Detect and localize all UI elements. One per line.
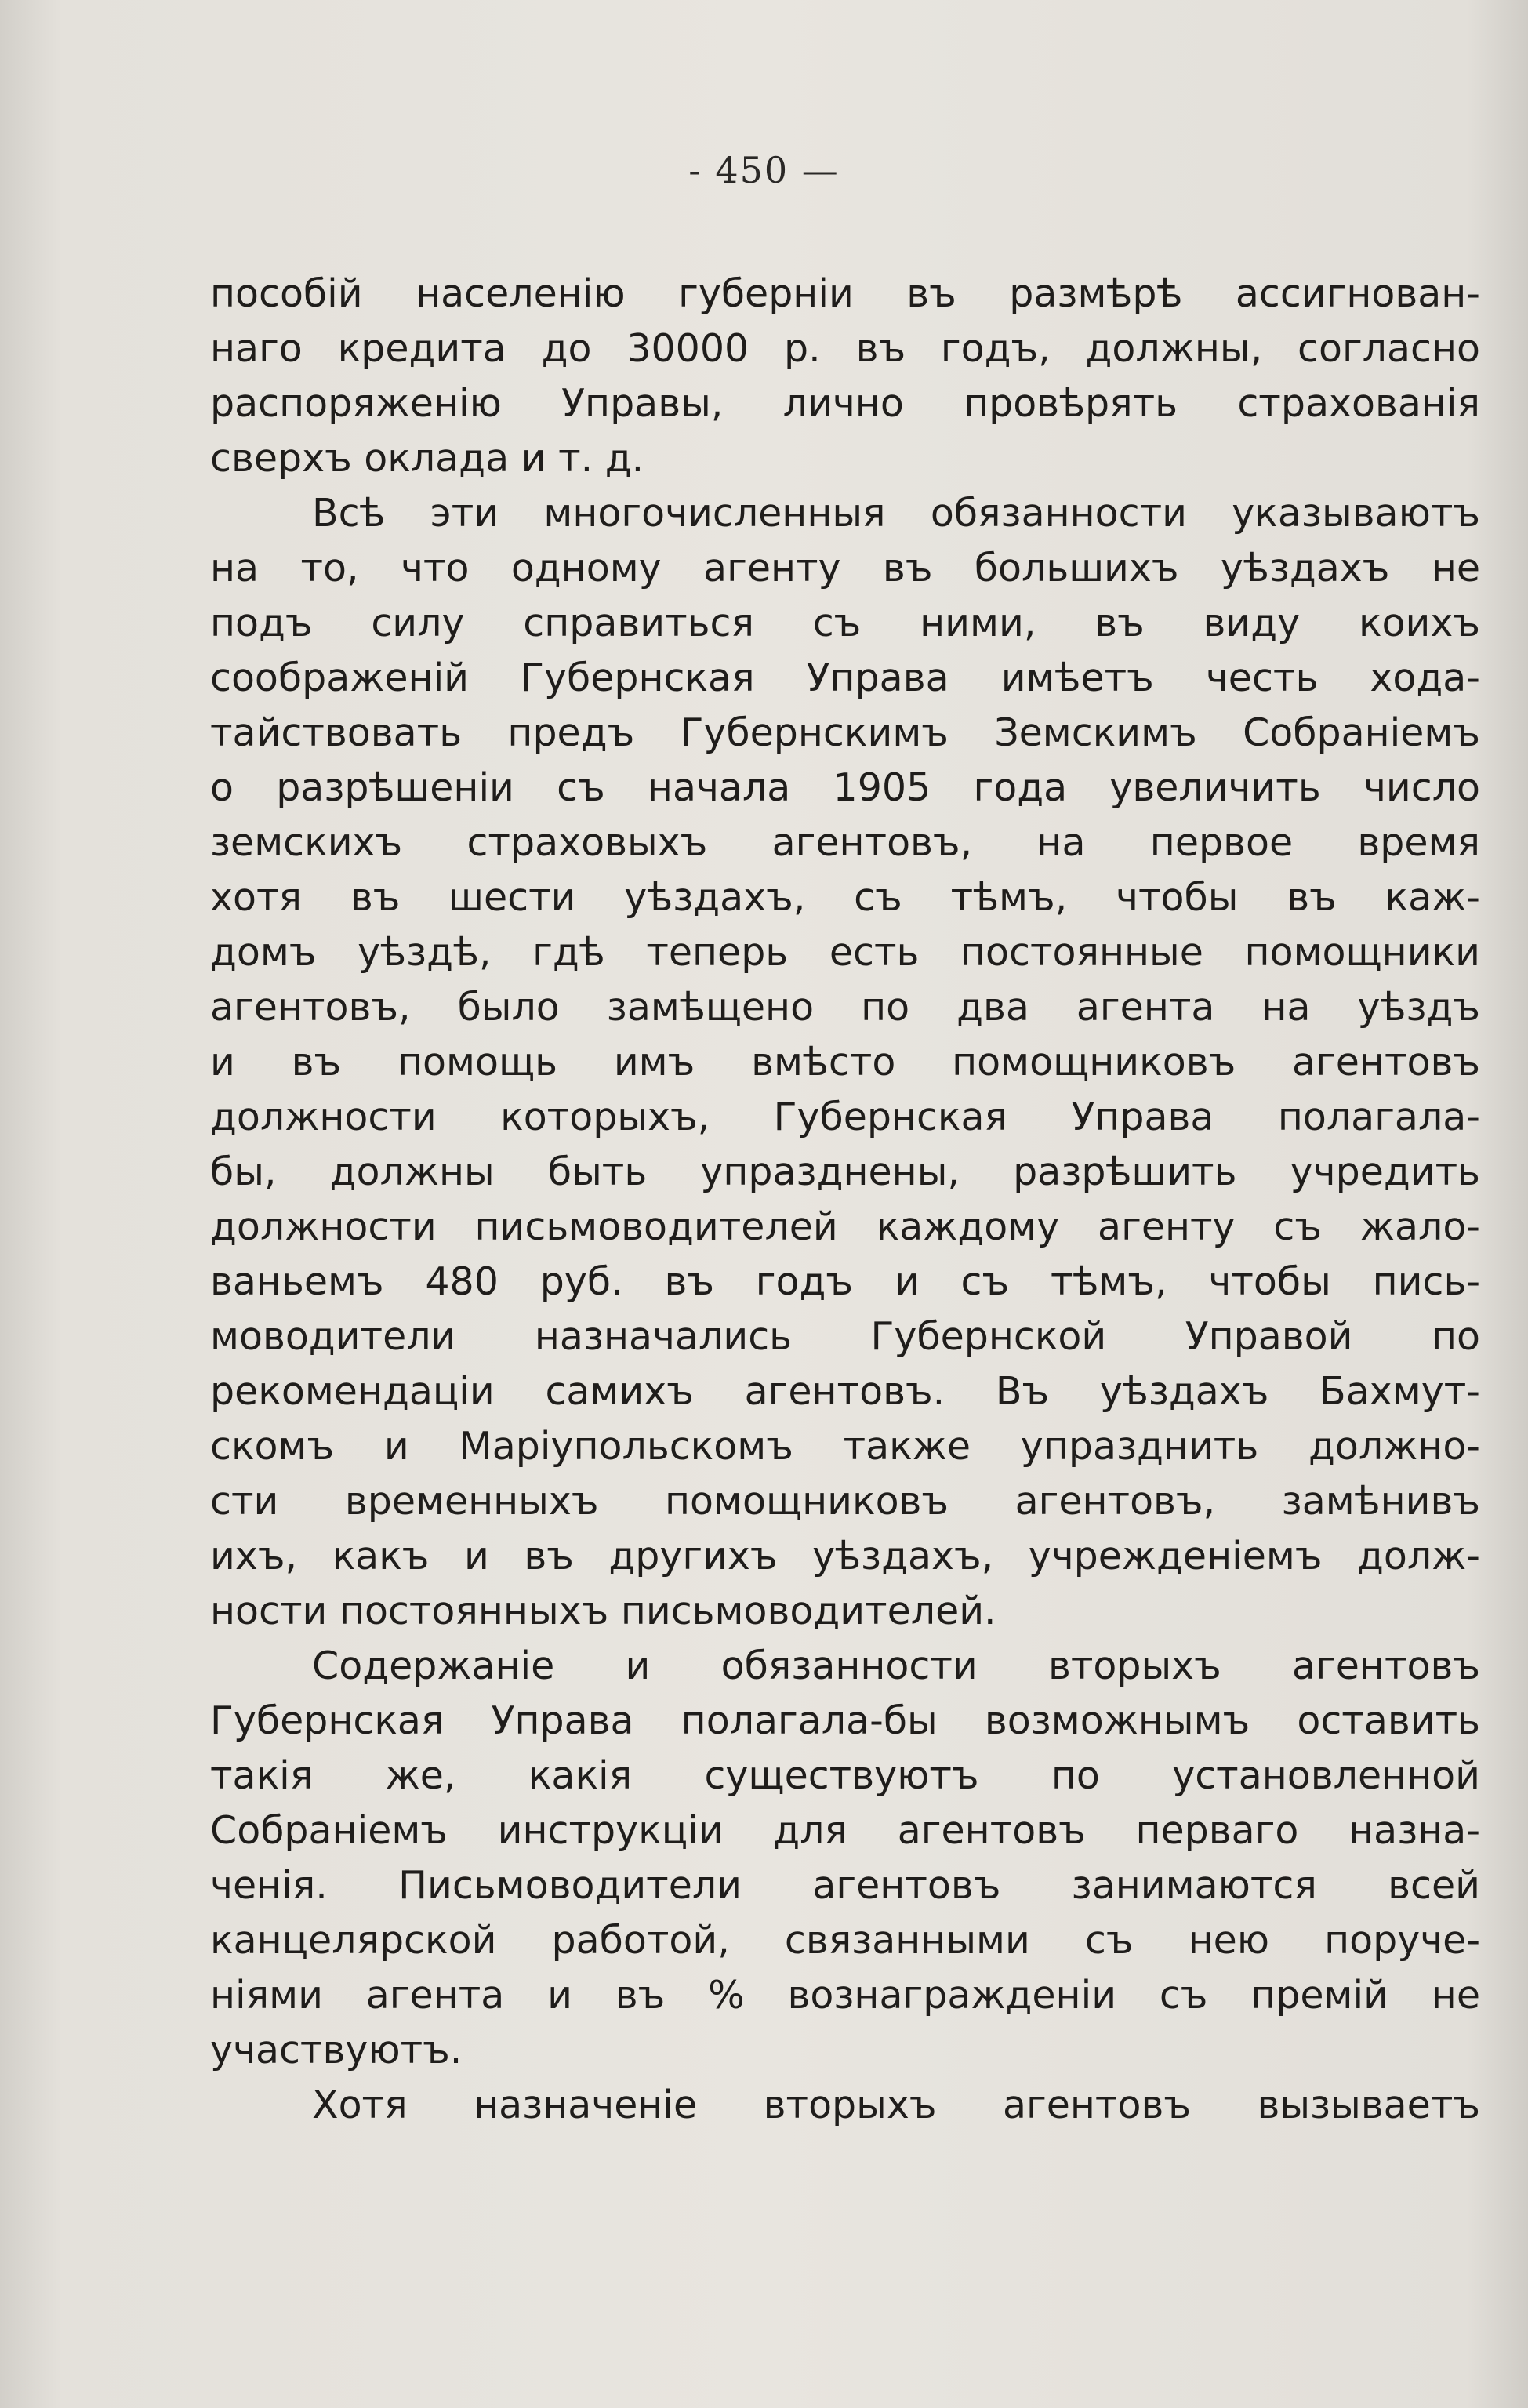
text-line: домъ уѣздѣ, гдѣ теперь есть постоянные помощники: [210, 930, 1480, 975]
text-line: ніями агента и въ % вознагражденіи съ премій не: [210, 1973, 1480, 2018]
text-line: моводители назначались Губернской Управой по: [210, 1314, 1480, 1359]
text-line: Содержаніе и обязанности вторыхъ агентовъ: [312, 1643, 1480, 1688]
text-line: ваньемъ 480 руб. въ годъ и съ тѣмъ, чтобы пись-: [210, 1259, 1480, 1304]
text-line: агентовъ, было замѣщено по два агента на уѣздъ: [210, 985, 1480, 1030]
text-line: и въ помощь имъ вмѣсто помощниковъ агентовъ: [210, 1040, 1480, 1084]
text-line: ихъ, какъ и въ другихъ уѣздахъ, учрежденіемъ долж-: [210, 1534, 1480, 1578]
text-line: должности которыхъ, Губернская Управа полагала-: [210, 1095, 1480, 1139]
text-line: Губернская Управа полагала-бы возможнымъ оставить: [210, 1698, 1480, 1743]
text-line: хотя въ шести уѣздахъ, съ тѣмъ, чтобы въ каж-: [210, 875, 1480, 920]
text-line: подъ силу справиться съ ними, въ виду коихъ: [210, 601, 1480, 645]
text-line: ности постоянныхъ письмоводителей.: [210, 1589, 996, 1633]
text-line: ченія. Письмоводители агентовъ занимаются всей: [210, 1863, 1480, 1908]
text-line: наго кредита до 30000 р. въ годъ, должны, согласно: [210, 326, 1480, 371]
text-line: скомъ и Маріупольскомъ также упразднить должно-: [210, 1424, 1480, 1469]
text-line: пособій населенію губерніи въ размѣрѣ ассигнован-: [210, 271, 1480, 316]
text-line: распоряженію Управы, лично провѣрять страхованія: [210, 381, 1480, 426]
text-line: такія же, какія существуютъ по установленной: [210, 1753, 1480, 1798]
text-line: канцелярской работой, связанными съ нею поруче-: [210, 1918, 1480, 1963]
text-line: сверхъ оклада и т. д.: [210, 436, 644, 481]
text-line: должности письмоводителей каждому агенту съ жало-: [210, 1204, 1480, 1249]
page-number: - 450 —: [688, 149, 840, 191]
text-line: на то, что одному агенту въ большихъ уѣздахъ не: [210, 546, 1480, 590]
text-line: рекомендаціи самихъ агентовъ. Въ уѣздахъ Бахмут-: [210, 1369, 1480, 1414]
text-line: Собраніемъ инструкціи для агентовъ перваго назна-: [210, 1808, 1480, 1853]
text-line: тайствовать предъ Губернскимъ Земскимъ Собраніемъ: [210, 710, 1480, 755]
text-line: о разрѣшеніи съ начала 1905 года увеличить число: [210, 765, 1480, 810]
text-line: Всѣ эти многочисленныя обязанности указываютъ: [312, 491, 1480, 536]
text-line: сти временныхъ помощниковъ агентовъ, замѣнивъ: [210, 1479, 1480, 1524]
body-text: [210, 267, 1480, 2133]
text-line: участвуютъ.: [210, 2028, 463, 2072]
text-line: Хотя назначеніе вторыхъ агентовъ вызываетъ: [312, 2083, 1480, 2127]
text-line: соображеній Губернская Управа имѣетъ честь хода-: [210, 656, 1480, 700]
text-line: земскихъ страховыхъ агентовъ, на первое время: [210, 820, 1480, 865]
text-line: бы, должны быть упразднены, разрѣшить учредить: [210, 1150, 1480, 1194]
